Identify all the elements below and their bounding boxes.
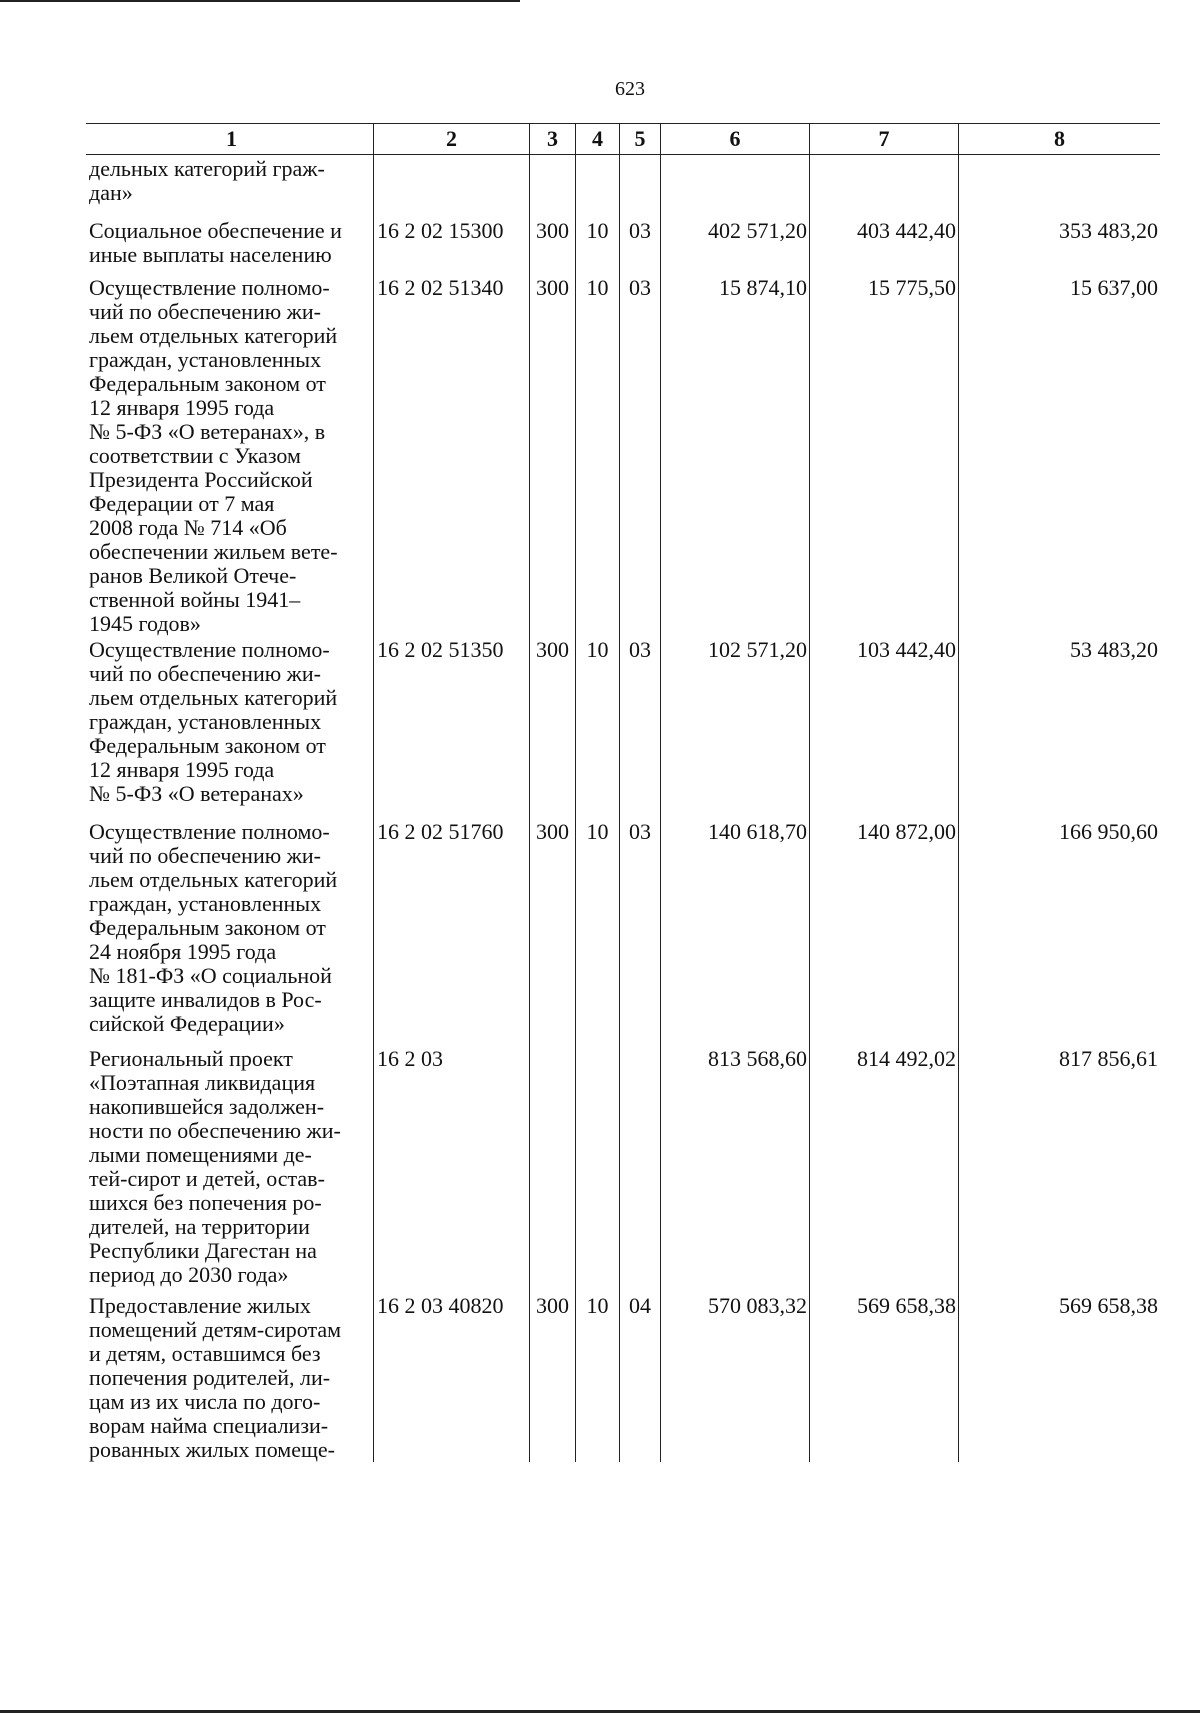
row-section-cell: 10 bbox=[576, 217, 620, 274]
header-col-5: 5 bbox=[620, 124, 661, 155]
row-subsection-cell: 03 bbox=[620, 636, 661, 818]
table-body bbox=[86, 155, 1160, 1463]
row-kvr-cell: 300 bbox=[530, 1292, 576, 1462]
row-value-2020-cell: 15 775,50 bbox=[810, 274, 959, 636]
table-header-row bbox=[86, 124, 1160, 155]
row-value-2019-cell: 570 083,32 bbox=[661, 1292, 810, 1462]
row-name-cell: Осуществление полномо- чий по обеспечению жи- льем отдельных категорий граждан, установленных Федеральным законом от 12 января 1995 года № 5-ФЗ «О ветеранах», в соответствии с Указом Президента Российской Федерации от 7 мая 2008 года № 714 «Об обеспечении жильем вете- ранов Великой Отече- ственной войны 1941– 1945 годов» bbox=[89, 275, 338, 636]
table-row bbox=[86, 155, 1160, 218]
table-row bbox=[86, 1292, 1160, 1462]
table-row bbox=[86, 1045, 1160, 1292]
row-value-2019-cell: 813 568,60 bbox=[661, 1045, 810, 1292]
row-subsection-cell bbox=[620, 1045, 661, 1292]
row-value-2019-cell: 15 874,10 bbox=[661, 274, 810, 636]
row-code-cell bbox=[374, 155, 530, 218]
header-col-8: 8 bbox=[959, 124, 1161, 155]
row-kvr-cell: 300 bbox=[530, 818, 576, 1045]
row-subsection-cell bbox=[620, 155, 661, 218]
row-kvr-cell bbox=[530, 1045, 576, 1292]
table-row bbox=[86, 217, 1160, 274]
row-value-2021-cell: 353 483,20 bbox=[959, 217, 1161, 274]
table-row bbox=[86, 636, 1160, 818]
header-col-2: 2 bbox=[374, 124, 530, 155]
row-name-cell: Предоставление жилых помещений детям-сиротам и детям, оставшимся без попечения родителей, ли- цам из их числа по дого- ворам найма специализи- рованных жилых помеще- bbox=[89, 1293, 342, 1462]
row-value-2021-cell: 166 950,60 bbox=[959, 818, 1161, 1045]
row-section-cell bbox=[576, 1045, 620, 1292]
header-col-7: 7 bbox=[810, 124, 959, 155]
header-col-4: 4 bbox=[576, 124, 620, 155]
row-section-cell: 10 bbox=[576, 636, 620, 818]
row-name-cell: Осуществление полномо- чий по обеспечению жи- льем отдельных категорий граждан, установленных Федеральным законом от 24 ноября 1995 года № 181-ФЗ «О социальной защите инвалидов в Рос- сийской Федерации» bbox=[89, 819, 338, 1036]
row-name-cell: Осуществление полномо- чий по обеспечению жи- льем отдельных категорий граждан, установленных Федеральным законом от 12 января 1995 года № 5-ФЗ «О ветеранах» bbox=[89, 637, 338, 806]
budget-table bbox=[86, 123, 1160, 1462]
row-kvr-cell bbox=[530, 155, 576, 218]
row-subsection-cell: 03 bbox=[620, 818, 661, 1045]
row-value-2020-cell: 103 442,40 bbox=[810, 636, 959, 818]
row-subsection-cell: 03 bbox=[620, 274, 661, 636]
row-code-cell: 16 2 02 51760 bbox=[374, 818, 530, 1045]
row-section-cell bbox=[576, 155, 620, 218]
row-value-2021-cell bbox=[959, 155, 1161, 218]
row-value-2019-cell: 140 618,70 bbox=[661, 818, 810, 1045]
row-kvr-cell: 300 bbox=[530, 217, 576, 274]
row-code-cell: 16 2 02 51350 bbox=[374, 636, 530, 818]
row-value-2021-cell: 53 483,20 bbox=[959, 636, 1161, 818]
row-subsection-cell: 04 bbox=[620, 1292, 661, 1462]
row-value-2021-cell: 817 856,61 bbox=[959, 1045, 1161, 1292]
row-value-2019-cell bbox=[661, 155, 810, 218]
row-code-cell: 16 2 02 51340 bbox=[374, 274, 530, 636]
scan-edge-top bbox=[0, 0, 520, 2]
scan-edge-bottom bbox=[0, 1710, 1200, 1713]
table-row bbox=[86, 818, 1160, 1045]
row-kvr-cell: 300 bbox=[530, 636, 576, 818]
header-col-3: 3 bbox=[530, 124, 576, 155]
row-value-2021-cell: 15 637,00 bbox=[959, 274, 1161, 636]
row-section-cell: 10 bbox=[576, 818, 620, 1045]
row-value-2020-cell bbox=[810, 155, 959, 218]
row-value-2020-cell: 403 442,40 bbox=[810, 217, 959, 274]
row-code-cell: 16 2 02 15300 bbox=[374, 217, 530, 274]
row-name-cell: дельных категорий граж- дан» bbox=[89, 156, 325, 205]
row-code-cell: 16 2 03 bbox=[374, 1045, 530, 1292]
row-code-cell: 16 2 03 40820 bbox=[374, 1292, 530, 1462]
page-number: 623 bbox=[615, 78, 645, 100]
row-value-2019-cell: 402 571,20 bbox=[661, 217, 810, 274]
row-name-cell: Социальное обеспечение и иные выплаты населению bbox=[89, 218, 342, 267]
table-row bbox=[86, 274, 1160, 636]
row-value-2020-cell: 814 492,02 bbox=[810, 1045, 959, 1292]
row-section-cell: 10 bbox=[576, 274, 620, 636]
header-col-6: 6 bbox=[661, 124, 810, 155]
row-value-2019-cell: 102 571,20 bbox=[661, 636, 810, 818]
row-value-2021-cell: 569 658,38 bbox=[959, 1292, 1161, 1462]
row-subsection-cell: 03 bbox=[620, 217, 661, 274]
row-value-2020-cell: 140 872,00 bbox=[810, 818, 959, 1045]
row-name-cell: Региональный проект «Поэтапная ликвидация накопившейся задолжен- ности по обеспечению жи- лыми помещениями де- тей-сирот и детей, остав- шихся без попечения ро- дителей, на территории Республики Дагестан на период до 2030 года» bbox=[89, 1046, 341, 1287]
header-col-1: 1 bbox=[86, 124, 374, 155]
row-value-2020-cell: 569 658,38 bbox=[810, 1292, 959, 1462]
row-kvr-cell: 300 bbox=[530, 274, 576, 636]
row-section-cell: 10 bbox=[576, 1292, 620, 1462]
